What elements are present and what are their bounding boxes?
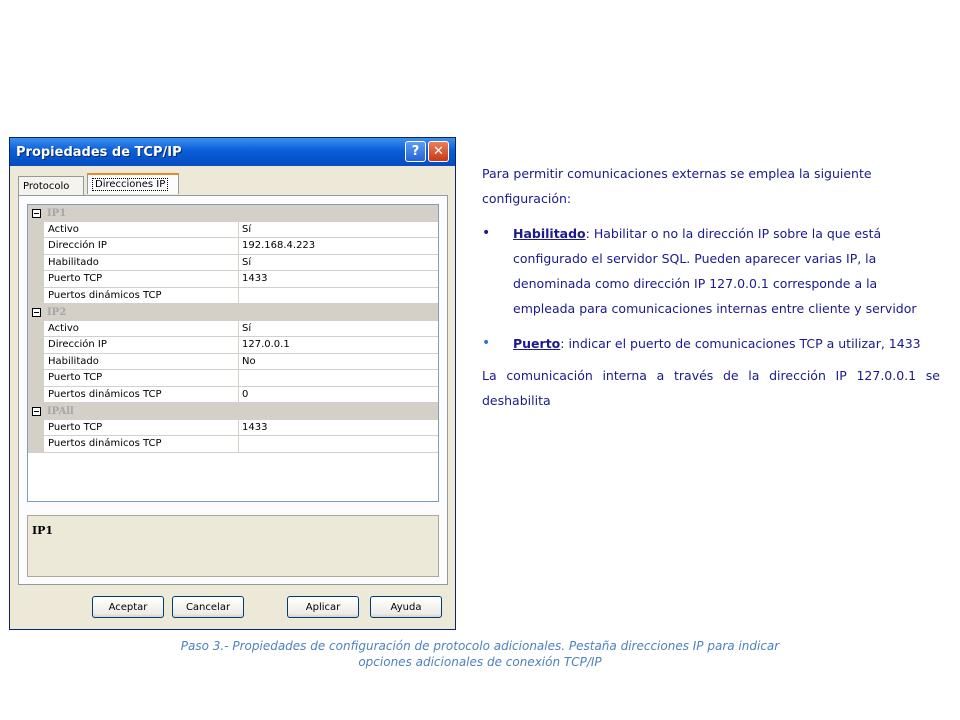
closing-paragraph: La comunicación interna a través de la dirección IP 127.0.0.1 se deshabilita — [482, 368, 940, 408]
grid-property-row[interactable] — [28, 255, 438, 272]
property-value[interactable] — [239, 436, 438, 453]
row-gutter — [28, 354, 44, 371]
accept-button[interactable]: Aceptar — [92, 596, 164, 618]
grid-property-row[interactable] — [28, 420, 438, 437]
bullet-term: Habilitado — [513, 226, 586, 241]
property-value[interactable]: Sí — [239, 222, 438, 239]
apply-button[interactable]: Aplicar — [287, 596, 359, 618]
tab-label: Protocolo — [23, 180, 70, 192]
bullet-icon: • — [482, 225, 491, 241]
property-value[interactable] — [239, 370, 438, 387]
row-gutter — [28, 288, 44, 305]
row-gutter — [28, 255, 44, 272]
tab-label: Direcciones IP — [92, 178, 168, 191]
bullet-text: : Habilitar o no la dirección IP sobre la que está configurado el servidor SQL. Pueden aparecer varias IP, la denominada como dirección IP 127.0.0.1 corresponde a la empleada para comunicaciones internas entre cliente y servidor — [513, 226, 917, 316]
property-value[interactable]: 1433 — [239, 271, 438, 288]
description-title: IP1 — [32, 524, 54, 537]
property-name: Puerto TCP — [44, 370, 239, 387]
category-name: IPAll — [47, 405, 74, 417]
row-gutter — [28, 238, 44, 255]
property-value[interactable]: 127.0.0.1 — [239, 337, 438, 354]
caption-line: Paso 3.- Propiedades de configuración de protocolo adicionales. Pestaña direcciones IP para indicar — [180, 639, 780, 653]
property-value[interactable]: 0 — [239, 387, 438, 404]
tcpip-properties-dialog — [9, 137, 456, 630]
dialog-title: Propiedades de TCP/IP — [16, 144, 182, 160]
property-name: Dirección IP — [44, 238, 239, 255]
grid-property-row[interactable] — [28, 238, 438, 255]
dialog-titlebar[interactable] — [10, 138, 455, 166]
figure-caption — [0, 638, 960, 670]
row-gutter — [28, 321, 44, 338]
property-name: Puerto TCP — [44, 271, 239, 288]
property-name: Puertos dinámicos TCP — [44, 288, 239, 305]
help-icon[interactable]: ? — [405, 141, 426, 162]
row-gutter — [28, 436, 44, 453]
property-grid[interactable] — [27, 204, 439, 502]
property-name: Dirección IP — [44, 337, 239, 354]
grid-property-row[interactable] — [28, 370, 438, 387]
property-name: Puerto TCP — [44, 420, 239, 437]
property-value[interactable]: Sí — [239, 321, 438, 338]
cancel-button[interactable]: Cancelar — [172, 596, 244, 618]
row-gutter — [28, 420, 44, 437]
property-name: Puertos dinámicos TCP — [44, 436, 239, 453]
row-gutter — [28, 337, 44, 354]
grid-property-row[interactable] — [28, 436, 438, 453]
tab-protocolo[interactable] — [18, 176, 84, 195]
property-name: Activo — [44, 321, 239, 338]
grid-property-row[interactable] — [28, 288, 438, 305]
grid-category-row[interactable] — [28, 205, 438, 222]
row-gutter — [28, 222, 44, 239]
property-value[interactable]: 192.168.4.223 — [239, 238, 438, 255]
description-pane — [27, 515, 439, 577]
bullet-habilitado — [482, 221, 940, 321]
explanation-text — [482, 161, 940, 413]
grid-category-row[interactable] — [28, 403, 438, 420]
collapse-icon[interactable] — [28, 205, 44, 222]
property-value[interactable] — [239, 288, 438, 305]
grid-property-row[interactable] — [28, 271, 438, 288]
bullet-puerto — [482, 331, 940, 356]
minus-box-icon — [32, 209, 41, 218]
property-value[interactable]: Sí — [239, 255, 438, 272]
grid-category-row[interactable] — [28, 304, 438, 321]
tab-panel — [18, 195, 448, 585]
bullet-term: Puerto — [513, 336, 561, 351]
row-gutter — [28, 271, 44, 288]
property-name: Habilitado — [44, 255, 239, 272]
property-value[interactable]: No — [239, 354, 438, 371]
intro-paragraph: Para permitir comunicaciones externas se emplea la siguiente configuración: — [482, 166, 872, 206]
minus-box-icon — [32, 407, 41, 416]
collapse-icon[interactable] — [28, 304, 44, 321]
grid-property-row[interactable] — [28, 387, 438, 404]
grid-property-row[interactable] — [28, 337, 438, 354]
caption-line: opciones adicionales de conexión TCP/IP — [358, 655, 602, 669]
row-gutter — [28, 370, 44, 387]
category-name: IP2 — [47, 306, 67, 318]
row-gutter — [28, 387, 44, 404]
help-button[interactable]: Ayuda — [370, 596, 442, 618]
collapse-icon[interactable] — [28, 403, 44, 420]
tab-direcciones-ip[interactable] — [87, 173, 179, 194]
property-name: Activo — [44, 222, 239, 239]
grid-property-row[interactable] — [28, 222, 438, 239]
property-name: Puertos dinámicos TCP — [44, 387, 239, 404]
category-name: IP1 — [47, 207, 67, 219]
bullet-icon: • — [482, 335, 491, 351]
bullet-text: : indicar el puerto de comunicaciones TCP a utilizar, 1433 — [560, 336, 921, 351]
close-icon[interactable]: ✕ — [428, 141, 449, 162]
property-name: Habilitado — [44, 354, 239, 371]
minus-box-icon — [32, 308, 41, 317]
property-value[interactable]: 1433 — [239, 420, 438, 437]
grid-property-row[interactable] — [28, 354, 438, 371]
grid-property-row[interactable] — [28, 321, 438, 338]
